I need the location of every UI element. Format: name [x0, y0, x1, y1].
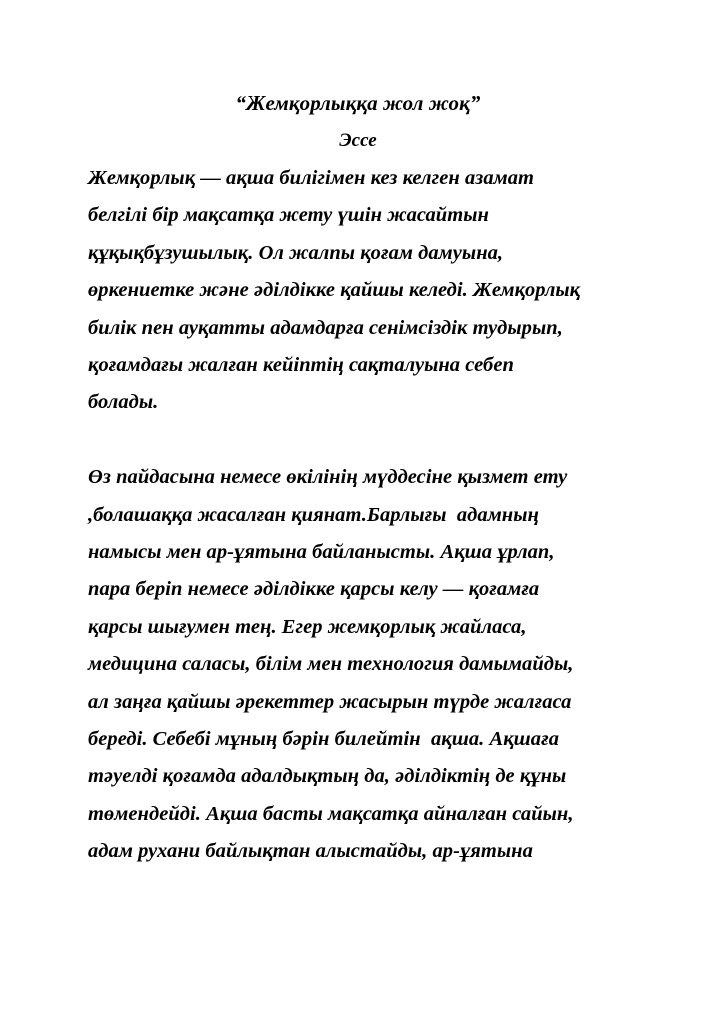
- paragraph-2-line: медицина саласы, білім мен технология дамымайды,: [88, 653, 574, 676]
- paragraph-2-line: пара беріп немесе әділдікке қарсы келу — қоғамға: [88, 578, 540, 601]
- paragraph-2-line: береді. Себебі мұның бәрін билейтін ақша. Ақшаға: [88, 728, 560, 751]
- paragraph-1-line: Жемқорлық — ақша билігімен кез келген азамат: [88, 167, 535, 189]
- paragraph-2-line: Өз пайдасына немесе өкілінің мүддесіне қызмет ету: [88, 466, 568, 489]
- paragraph-2-line: намысы мен ар-ұятына байланысты. Ақша ұрлап,: [88, 541, 555, 564]
- paragraph-2: [88, 459, 628, 870]
- document-title: “Жемқорлыққа жол жоқ”: [235, 91, 481, 115]
- paragraph-1-line: белгілі бір мақсатқа жету үшін жасайтын: [88, 204, 489, 227]
- document-body: [88, 84, 628, 871]
- paragraph-1: [88, 160, 628, 422]
- paragraph-1-line: құқықбұзушылық. Ол жалпы қоғам дамуына,: [88, 241, 504, 264]
- paragraph-1-line: өркениетке және әділдікке қайшы келеді. Жемқорлық: [88, 279, 581, 302]
- paragraph-spacer: [88, 422, 628, 459]
- document-subtitle: Эссе: [339, 130, 377, 151]
- paragraph-1-line: болады.: [88, 391, 159, 414]
- paragraph-1-line: қоғамдағы жалған кейіптің сақталуына себеп: [88, 354, 514, 377]
- paragraph-2-line: қарсы шығумен тең. Егер жемқорлық жайласа,: [88, 615, 527, 638]
- paragraph-2-line: адам рухани байлықтан алыстайды, ар-ұятына: [88, 840, 533, 863]
- paragraph-2-line: ,болашаққа жасалған қиянат.Барлығы адамның: [88, 503, 539, 526]
- paragraph-2-line: тәуелді қоғамда адалдықтың да, әділдіктің де құны: [88, 765, 567, 788]
- paragraph-2-line: ал заңға қайшы әрекеттер жасырын түрде жалғаса: [88, 690, 572, 713]
- paragraph-1-line: билік пен ауқатты адамдарға сенімсіздік тудырып,: [88, 316, 563, 339]
- paragraph-2-line: төмендейді. Ақша басты мақсатқа айналған сайын,: [88, 802, 574, 825]
